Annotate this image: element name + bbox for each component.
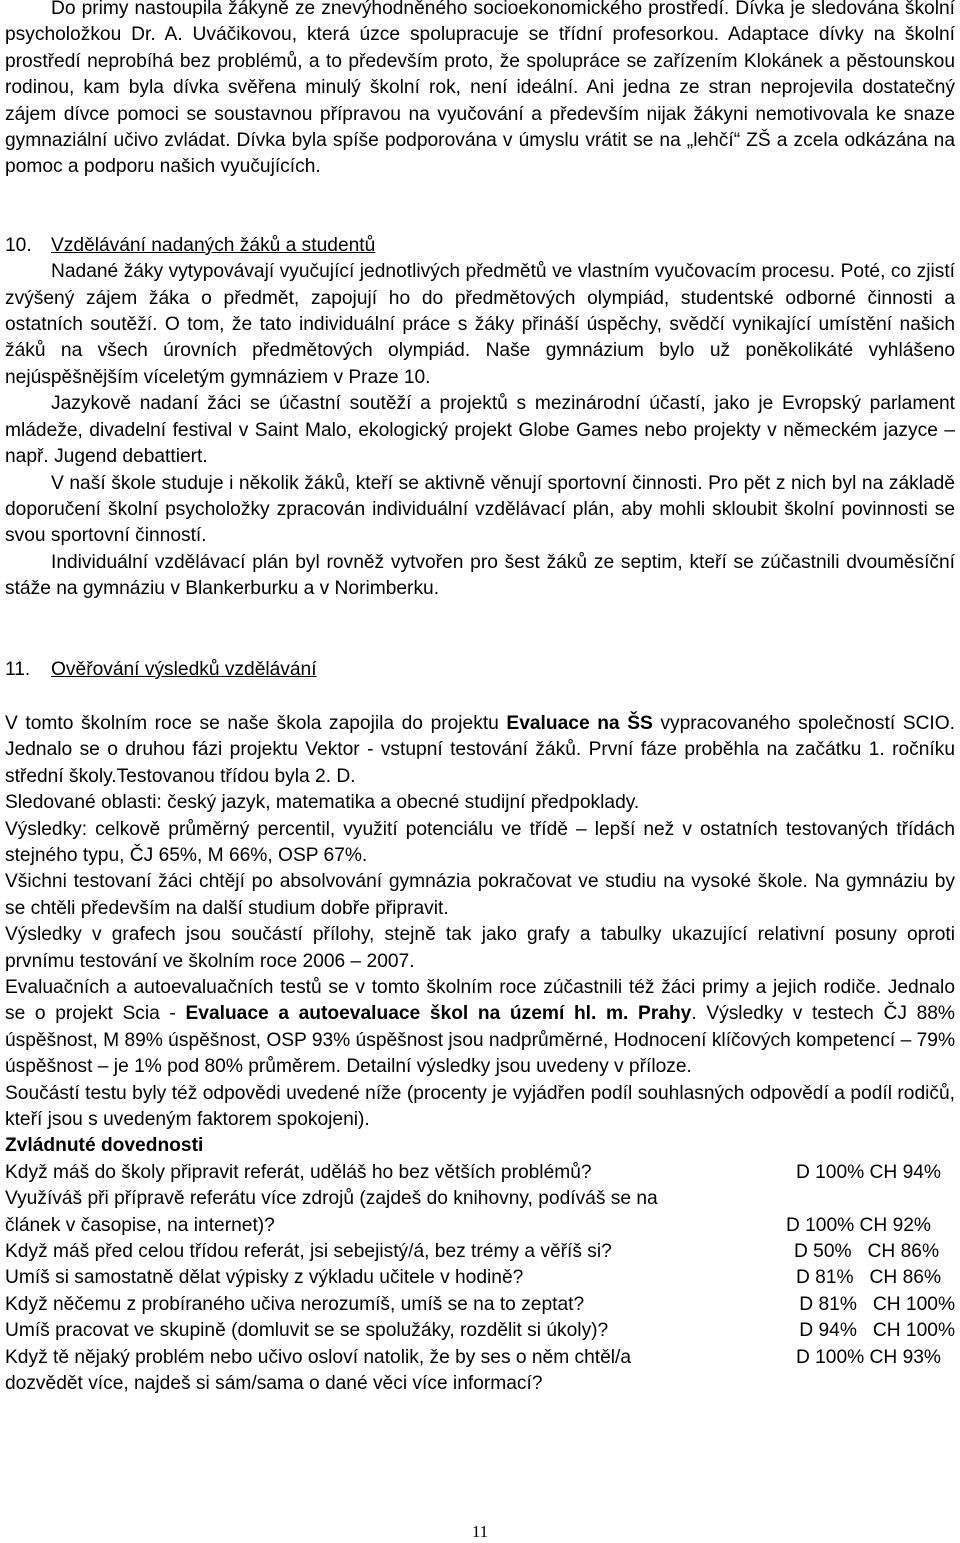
s10-text-5: Jazykově nadaní žáci se účastní soutěží a projektů s mezinárodní účastí, jako je Evropský parlament mládeže, divadelní festival v Saint Malo, ekologický projekt Globe Games nebo projekty v německém jazyce – např. Jugend debattiert. [5, 393, 955, 468]
section-11-paragraph-8 [5, 1081, 955, 1134]
skill-row [5, 1318, 955, 1344]
section-11-title: Ověřování výsledků vzdělávání [51, 658, 317, 680]
skill-row [5, 1186, 955, 1239]
section-11-paragraph-6 [5, 922, 955, 975]
s10-text-2: Poté, co zjistí zvýšený zájem žáka o předmět, zapojují ho do předmětových olympiád, studentské odborné činnosti a ostatních soutěží. [5, 261, 955, 336]
skill-row [5, 1292, 955, 1318]
s11-p2: Sledované oblasti: český jazyk, matematika a obecné studijní předpoklady. [5, 792, 640, 814]
intro-text-1: Do primy nastoupila žákyně ze znevýhodněného socioekonomického prostředí. Dívka je sledována školní psycholožkou Dr. A. Uváčikovou, která úzce spolupracuje se třídní profesorkou. [5, 0, 955, 46]
skills-heading [5, 1133, 955, 1159]
skill-question: Když něčemu z probíraného učiva nerozumíš, umíš se na to zeptat? [5, 1293, 585, 1315]
skill-row [5, 1239, 955, 1265]
section-10-number: 10. [5, 234, 32, 256]
skill-question-line-1: Využíváš při přípravě referátu více zdrojů (zajdeš do knihovny, podíváš se na [5, 1188, 658, 1210]
section-11-number: 11. [5, 658, 31, 680]
skill-row [5, 1160, 955, 1186]
intro-paragraph [5, 0, 955, 181]
s10-text-6: V naší škole studuje i několik žáků, kteří se aktivně věnují sportovní činnosti. [51, 472, 703, 494]
section-11-paragraph-1 [5, 711, 955, 790]
s11-p1-pre: V tomto školním roce se naše škola zapojila do projektu [5, 712, 507, 734]
s11-p1-d: Testovanou třídou byla 2. D. [116, 765, 356, 787]
s11-p1-bold: Evaluace na ŠS [506, 712, 653, 734]
section-10-paragraph-1 [5, 259, 955, 391]
skill-question: Umíš pracovat ve skupině (domluvit se se spolužáky, rozdělit si úkoly)? [5, 1320, 609, 1342]
s11-p3: Výsledky: celkově průměrný percentil, využití potenciálu ve třídě – lepší než v ostatních testovaných třídách stejného typu, ČJ 65%, M 66%, OSP 67%. [5, 818, 955, 866]
skill-result: D 100% CH 92% [785, 1214, 931, 1236]
skill-result: D 94% CH 100% [799, 1320, 955, 1342]
s10-text-7: Pro pět z nich byl na základě doporučení školní psycholožky zpracován individuální vzdělávací plán, aby mohli skloubit školní povinnosti se svou sportovní činností. [5, 472, 955, 547]
section-11-body [5, 711, 955, 1398]
s11-p8: Součástí testu byly též odpovědi uvedené níže (procenty je vyjádřen podíl souhlasných odpovědí a podíl rodičů, kteří jsou s uvedeným faktorem spokojeni). [5, 1082, 955, 1131]
s10-text-4: Naše gymnázium bylo už poněkolikáté vyhlášeno nejúspěšnějším víceletým gymnáziem v Praze 10. [5, 340, 956, 388]
section-11-heading [5, 657, 955, 683]
skill-row [5, 1265, 955, 1291]
s11-p1-c: První fáze proběhla na začátku 1. ročníku střední školy. [5, 739, 955, 787]
s10-text-8: Individuální vzdělávací plán byl rovněž vytvořen pro šest žáků ze septim, kteří se zúčastnili dvouměsíční stáže na gymnáziu v Blankerburku a v Norimberku. [5, 551, 955, 600]
s10-text-3: O tom, že tato individuální práce s žáky přináší úspěchy, svědčí vynikající umístění našich žáků na všech úrovních předmětových olympiád. [5, 314, 955, 362]
section-11-paragraph-4 [5, 869, 955, 922]
page-number: 11 [471, 1522, 489, 1541]
document-page [5, 0, 955, 1398]
intro-text-3: Ani jedna ze stran neprojevila dostatečný zájem dívce pomoci se soustavnou přípravou na vyučování a především nijak žákyni nemotivovala ke snaze gymnaziální učivo zvládat. [5, 77, 955, 152]
s11-p1-b: Jednalo se o druhou fázi projektu Vektor - vstupní testování žáků. [5, 739, 582, 761]
s11-p7-pre: Evaluačních a autoevaluačních testů se v tomto školním roce zúčastnili též žáci primy a jejich rodiče. Jednalo se o projekt Scia - [5, 977, 955, 1025]
s11-p7-bold: Evaluace a autoevaluace škol na území hl. m. Prahy [185, 1003, 692, 1025]
section-10-heading [5, 233, 955, 259]
section-10-paragraph-4 [5, 550, 955, 603]
skill-result: D 100% CH 94% [795, 1161, 941, 1183]
skills-list [5, 1160, 955, 1398]
skill-question: Když máš před celou třídou referát, jsi sebejistý/á, bez trémy a věříš si? [5, 1241, 612, 1263]
skill-result: D 100% CH 93% [795, 1346, 941, 1368]
section-11-paragraph-2 [5, 790, 955, 816]
skill-question-line-2: článek v časopise, na internet)? [5, 1214, 275, 1236]
s11-p6: Výsledky v grafech jsou součástí přílohy, stejně tak jako grafy a tabulky ukazující relativní posuny oproti prvnímu testování ve školním roce 2006 – 2007. [5, 924, 955, 972]
s11-p7-b: Detailní výsledky jsou uvedeny v příloze. [346, 1056, 692, 1078]
skill-question-line-2: dozvědět více, najdeš si sám/sama o dané věci více informací? [5, 1373, 543, 1395]
s11-p7-post: . Výsledky v testech ČJ 88% úspěšnost, M 89% úspěšnost, OSP 93% úspěšnost jsou nadprůměrné, Hodnocení klíčových kompetencí – 79% úspěšnost – je 1% pod 80% průměrem. [5, 1003, 955, 1078]
skill-question: Umíš si samostatně dělat výpisky z výkladu učitele v hodině? [5, 1267, 524, 1289]
section-11-paragraph-7 [5, 975, 955, 1081]
skill-row [5, 1345, 955, 1398]
skill-result: D 81% CH 86% [795, 1267, 941, 1289]
skills-heading-text: Zvládnuté dovednosti [5, 1135, 204, 1157]
skill-question: Když máš do školy připravit referát, uděláš ho bez větších problémů? [5, 1161, 592, 1183]
section-10-paragraph-3 [5, 471, 955, 550]
s10-text-1: Nadané žáky vytypovávají vyučující jednotlivých předmětů ve vlastním vyučovacím procesu. [51, 261, 836, 283]
s11-p4: Všichni testovaní žáci chtějí po absolvování gymnázia pokračovat ve studiu na vysoké škole. [5, 871, 808, 893]
intro-text-4: Dívka byla spíše podporována v úmyslu vrátit se na „lehčí“ ZŠ a zcela odkázána na pomoc a podporu našich vyučujících. [5, 130, 955, 178]
skill-question-line-1-row [5, 1345, 955, 1371]
skill-question-line-2-row [5, 1213, 955, 1239]
section-10-paragraph-2 [5, 391, 955, 470]
intro-text-2: Adaptace dívky na školní prostředí neprobíhá bez problémů, a to především proto, že spolupráce se zařízením Klokánek a pěstounskou rodinou, kam byla dívka svěřena minulý školní rok, není ideální. [5, 24, 955, 99]
section-10-title: Vzdělávání nadaných žáků a studentů [51, 234, 376, 256]
skill-result: D 50% CH 86% [793, 1241, 939, 1263]
skill-question-line-1: Když tě nějaký problém nebo učivo osloví natolik, že by ses o něm chtěl/a [5, 1346, 632, 1368]
section-11-paragraph-3 [5, 817, 955, 870]
skill-result: D 81% CH 100% [799, 1293, 955, 1315]
s11-p5: Na gymnáziu by se chtěli především na další studium dobře připravit. [5, 871, 955, 919]
s11-p1-post: vypracovaného společností SCIO. [652, 712, 955, 734]
